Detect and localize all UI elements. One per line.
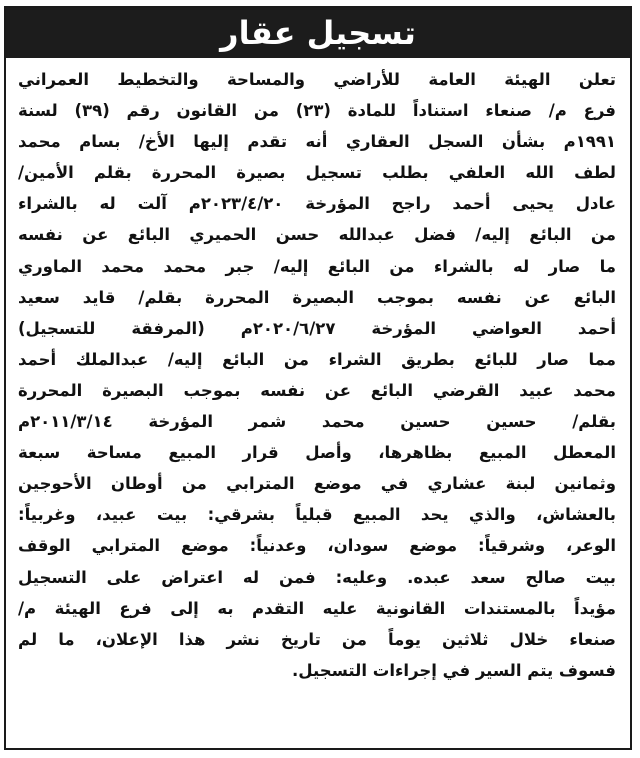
notice-line: بيت صالح سعد عبده. وعليه: فمن له اعتراض على التسجيل [18,567,616,587]
notice-line: لطف الله العلفي بطلب تسجيل بصيرة المحررة بقلم الأمين/ [18,163,616,183]
notice-title: تسجيل عقار [220,14,416,52]
notice-line: الوعر، وشرقياً: موضع سودان، وعدنياً: موضع المترابي الوقف [18,536,616,556]
notice-line: ما صار له بالشراء من البائع إليه/ جبر محمد محمد الماوري [18,256,616,276]
notice-line: وثمانين لبنة عشاري في موضع المترابي من أوطان الأحوجين [18,474,616,494]
notice-line: البائع عن نفسه بموجب البصيرة المحررة بقلم/ قايد سعيد [18,287,616,307]
notice-line: بقلم/ حسين حسين محمد شمر المؤرخة ٢٠١١/٣/١٤م [18,412,616,432]
notice-line: أحمد العواضي المؤرخة ٢٠٢٠/٦/٢٧م (المرفقة للتسجيل) [18,318,616,338]
notice-line: فرع م/ صنعاء استناداً للمادة (٢٣) من القانون رقم (٣٩) لسنة [18,101,616,121]
notice-line: فسوف يتم السير في إجراءات التسجيل. [292,660,616,680]
notice-line: مما صار للبائع بطريق الشراء من البائع إليه/ عبدالملك أحمد [18,349,616,369]
notice-body [6,58,630,686]
notice-line: من البائع إليه/ فضل عبدالله حسن الحميري البائع عن نفسه [18,225,616,245]
notice-line: ١٩٩١م بشأن السجل العقاري أنه تقدم إليها الأخ/ بسام محمد [18,132,616,152]
notice-line: محمد عبيد القرضي البائع عن نفسه بموجب البصيرة المحررة [18,380,616,400]
notice-line: صنعاء خلال ثلاثين يوماً من تاريخ نشر هذا الإعلان، ما لم [18,629,616,649]
notice-line: مؤيداً بالمستندات القانونية عليه التقدم به إلى فرع الهيئة م/ [18,598,616,618]
notice-header [6,8,630,58]
notice-line: تعلن الهيئة العامة للأراضي والمساحة والتخطيط العمراني [18,70,616,89]
notice-line: المعطل المبيع بظاهرها، وأصل قرار المبيع مساحة سبعة [18,443,616,463]
notice-line: بالعشاش، والذي يحد المبيع قبلياً بشرقي: بيت عبيد، وغربياً: [18,505,616,525]
notice-box [4,6,632,750]
notice-line: عادل يحيى أحمد راجح المؤرخة ٢٠٢٣/٤/٢٠م آلت له بالشراء [18,194,616,214]
